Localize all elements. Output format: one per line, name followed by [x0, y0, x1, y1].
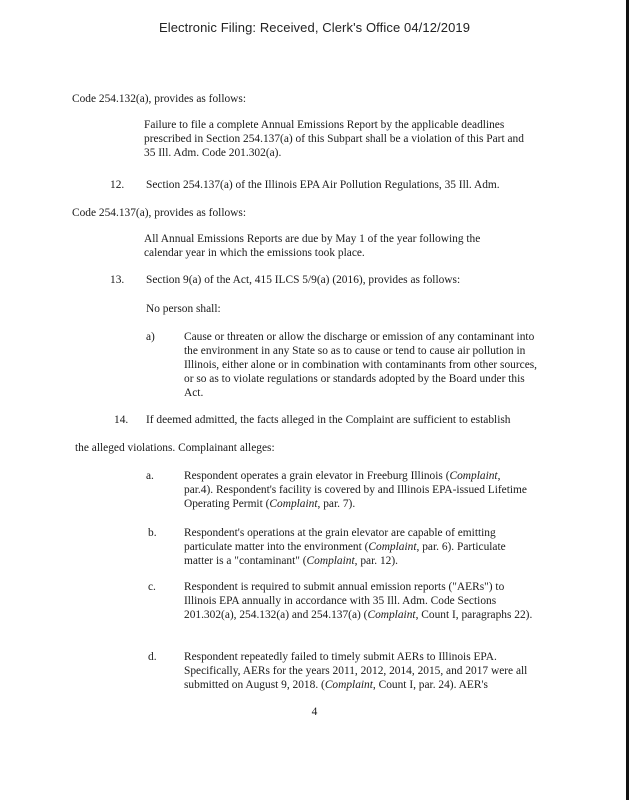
- allegation-d-text: Respondent repeatedly failed to timely submit AERs to Illinois EPA. Specifically, AERs for the years 2011, 2012, 2014, 2015, and 2017 were all submitted on August 9, 2018. (Complaint, Count I, par. 24). AER's: [184, 651, 528, 691]
- allegation-b-text: Respondent's operations at the grain elevator are capable of emitting particulate matter into the environment (Complaint, par. 6). Particulate matter is a "contaminant" (Complaint, par. 12).: [184, 527, 506, 567]
- para-14-text: If deemed admitted, the facts alleged in the Complaint are sufficient to establish: [146, 414, 511, 426]
- allegation-c-text: Respondent is required to submit annual emission reports ("AERs") to Illinois EPA annually in accordance with 35 Ill. Adm. Code Sections 201.302(a), 254.132(a) and 254.137(a) (Complaint, Count I, paragraphs 22).: [184, 581, 533, 621]
- filing-header: Electronic Filing: Received, Clerk's Office 04/12/2019: [158, 20, 471, 35]
- para-13-item-text: Cause or threaten or allow the discharge or emission of any contaminant into the environment in any State so as to cause or tend to cause air pollution in Illinois, either alone or in combination with contaminants from other sources, or so as to violate regulations or standards adopted by the Board under this Act.: [184, 331, 538, 399]
- page-number: 4: [311, 706, 318, 718]
- intro-line: Code 254.132(a), provides as follows:: [72, 93, 246, 105]
- para-13-number: 13.: [110, 274, 125, 286]
- quote-1: Failure to file a complete Annual Emissions Report by the applicable deadlines prescribed in Section 254.137(a) of this Subpart shall be a violation of this Part and 35 Ill. Adm. Code 201.302(a).: [144, 119, 524, 159]
- para-14-cont: the alleged violations. Complainant alleges:: [75, 442, 275, 454]
- allegation-a-text: Respondent operates a grain elevator in Freeburg Illinois (Complaint, par.4). Respondent's facility is covered by and Illinois EPA-issued Lifetime Operating Permit (Complaint, par. 7).: [184, 470, 527, 510]
- allegation-b-label: b.: [148, 527, 157, 539]
- allegation-a-label: a.: [146, 470, 154, 482]
- para-13-lead: No person shall:: [146, 303, 221, 315]
- para-12-number: 12.: [110, 179, 125, 191]
- para-12-quote: All Annual Emissions Reports are due by May 1 of the year following the calendar year in which the emissions took place.: [144, 233, 481, 259]
- para-13-item-label: a): [146, 331, 155, 343]
- para-12-text: Section 254.137(a) of the Illinois EPA Air Pollution Regulations, 35 Ill. Adm.: [146, 179, 500, 191]
- para-12-cont: Code 254.137(a), provides as follows:: [72, 207, 246, 219]
- para-14-number: 14.: [114, 414, 129, 426]
- para-13-text: Section 9(a) of the Act, 415 ILCS 5/9(a) (2016), provides as follows:: [146, 274, 461, 286]
- allegation-c-label: c.: [148, 581, 156, 593]
- allegation-d-label: d.: [148, 651, 157, 663]
